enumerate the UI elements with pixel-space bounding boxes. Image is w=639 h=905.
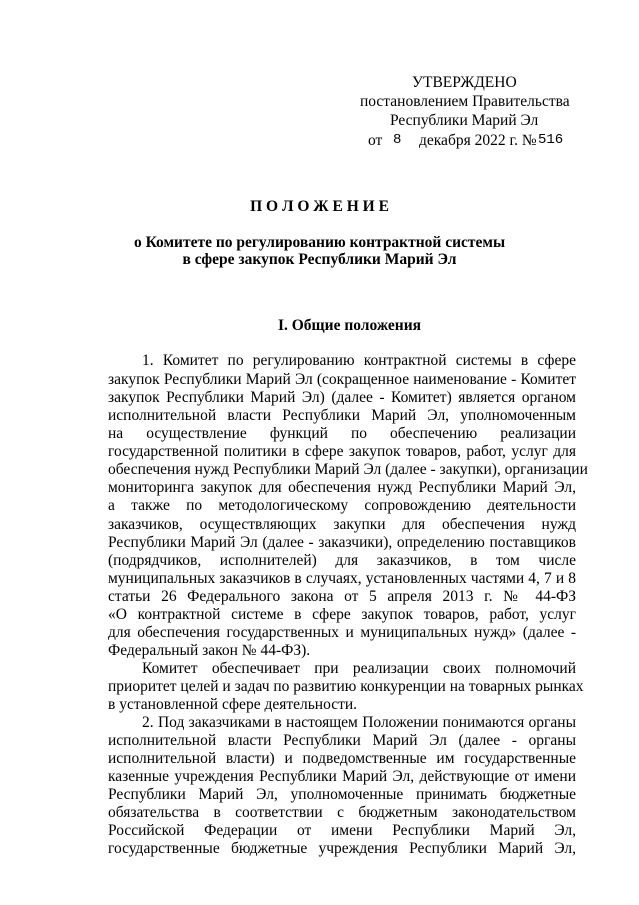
body-line: закупок Республики Марий Эл (сокращенное наименование - Комитет: [108, 371, 576, 388]
body-line: государственной политики в сфере закупок товаров, работ, услуг для: [108, 443, 576, 460]
body-line: (подрядчиков, исполнителей) для заказчиков, в том числе: [108, 552, 576, 569]
body-line: государственные бюджетные учреждения Республики Марий Эл,: [108, 840, 576, 857]
body-line: в установленной сфере деятельности.: [108, 696, 358, 713]
body-line: а также по методологическому сопровождению деятельности: [108, 497, 576, 514]
body-line: Республики Марий Эл, уполномоченные принимать бюджетные: [108, 786, 576, 803]
body-line: приоритет целей и задач по развитию конкуренции на товарных рынках: [108, 678, 584, 695]
body-line: мониторинга закупок для обеспечения нужд Республики Марий Эл,: [108, 479, 576, 496]
approval-month-year: декабря 2022 г. №: [419, 132, 537, 149]
body-line: исполнительной власти Республики Марий Эл (далее - органы: [108, 732, 576, 749]
body-line: Федеральный закон № 44-ФЗ).: [108, 642, 311, 659]
body-line: на осуществление функций по обеспечению реализации: [108, 425, 576, 442]
body-line: муниципальных заказчиков в случаях, установленных частями 4, 7 и 8: [108, 570, 576, 587]
section-title: I. Общие положения: [277, 317, 422, 334]
body-line: 2. Под заказчиками в настоящем Положении понимаются органы: [142, 714, 576, 731]
document-subtitle-line-1: о Комитете по регулированию контрактной системы: [133, 234, 506, 251]
body-line: для обеспечения государственных и муниципальных нужд» (далее -: [108, 624, 576, 641]
body-line: Республики Марий Эл (далее - заказчики), определению поставщиков: [108, 534, 576, 551]
approval-day: 8: [393, 132, 402, 148]
body-line: статьи 26 Федерального закона от 5 апреля 2013 г. № 44-ФЗ: [108, 588, 576, 605]
body-line: Российской Федерации от имени Республики Марий Эл,: [108, 822, 576, 839]
document-heading: П О Л О Ж Е Н И Е: [250, 198, 389, 215]
body-line: «О контрактной системе в сфере закупок товаров, работ, услуг: [108, 606, 576, 623]
approval-title: УТВЕРЖДЕНО: [412, 74, 517, 91]
body-line: исполнительной власти Республики Марий Эл, уполномоченным: [108, 407, 576, 424]
approval-number: 516: [538, 132, 564, 148]
body-line: заказчиков, осуществляющих закупки для обеспечения нужд: [108, 516, 576, 533]
body-line: Комитет обеспечивает при реализации своих полномочий: [142, 660, 576, 677]
approval-date-prefix: от: [368, 132, 383, 149]
body-line: исполнительной власти) и подведомственные им государственные: [108, 750, 576, 767]
approval-line-1: постановлением Правительства: [360, 93, 570, 110]
document-subtitle-line-2: в сфере закупок Республики Марий Эл: [182, 251, 457, 268]
body-line: обеспечения нужд Республики Марий Эл (далее - закупки), организации: [108, 461, 588, 478]
body-line: обязательства в соответствии с бюджетным законодательством: [108, 804, 576, 821]
body-line: закупок Республики Марий Эл) (далее - Комитет) является органом: [108, 389, 576, 406]
body-line: казенные учреждения Республики Марий Эл, действующие от имени: [108, 768, 576, 785]
body-line: 1. Комитет по регулированию контрактной системы в сфере: [142, 352, 576, 369]
approval-line-2: Республики Марий Эл: [390, 112, 539, 129]
